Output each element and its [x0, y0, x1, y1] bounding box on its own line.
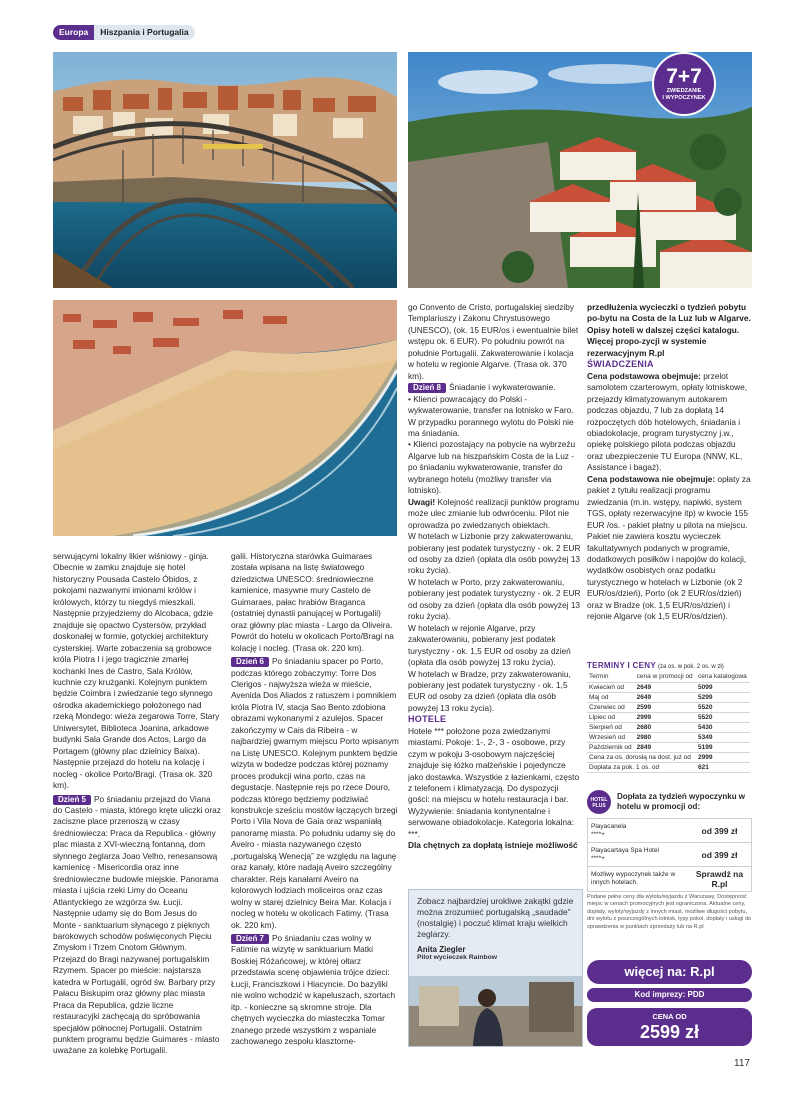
hotel-stars: ****+ [591, 854, 605, 862]
price-from-label: CENA OD [652, 1012, 687, 1021]
column-header: Termin [587, 672, 635, 682]
page-number: 117 [734, 1058, 750, 1069]
excludes-label: Cena podstawowa nie obejmuje: [587, 473, 716, 484]
extension-text: przedłużenia wycieczki o tydzień pobytu po-bytu na Costa de la Luz lub w Algarve. Opisy hoteli w dalszej części katalogu. Więcej propo-zycji w systemie rezerwacyjnym R.pl [587, 302, 751, 358]
catalog-price: 5520 [696, 702, 750, 712]
trip-code-badge: Kod imprezy: PDD [587, 988, 752, 1002]
trip-type-badge [652, 52, 716, 116]
term: Kwiecień od [587, 682, 635, 692]
promo-price: 2849 [635, 742, 696, 752]
upsell-item[interactable] [588, 843, 751, 867]
includes-text: przelot samolotem czarterowym, opłaty lotniskowe, przejazdy klimatyzowanym autokarem podczas objazdu, 7 lub za dopłatą 14 rozpoczętych dób hotelowych, śniadania i obiadokolacje, program turystyczny j.w., opiekę polskiego pilota podczas objazdu oraz ubezpieczenie TU Europa (NNW, KL, Assistance i bagaż). [587, 370, 748, 473]
term: Maj od [587, 692, 635, 702]
day-5-label: Dzień 5 [53, 795, 91, 805]
table-row[interactable] [587, 702, 750, 712]
extension-lead: Dla chętnych za dopłatą istnieje możliwość [408, 840, 578, 851]
day-6-label: Dzień 6 [231, 657, 269, 667]
extra-price: 621 [696, 762, 750, 772]
table-row[interactable] [587, 732, 750, 742]
table-row [587, 762, 750, 772]
hotel-price: od 399 zł [701, 849, 738, 860]
guide-quote-box [408, 889, 583, 1047]
check-rpl-link[interactable]: Sprawdź na R.pl [695, 869, 744, 889]
term: Lipiec od [587, 712, 635, 722]
tax-porto: W hotelach w Porto, przy zakwaterowaniu, pobierany jest podatek turystyczny - ok. 2 EUR od osoby za dzień (opłata dla osób powyżej 13 roku życia). [408, 576, 581, 622]
upsell-title: Dopłata za tydzień wypoczynku w hotelu w promocji od: [617, 792, 746, 811]
column-header: cena katalogowa [696, 672, 750, 682]
term: Październik od [587, 742, 635, 752]
upsell-item[interactable] [588, 819, 751, 843]
badge-title: 7+7 [666, 65, 702, 88]
notes-text: Kolejność realizacji punktów programu może ulec zmianie lub odwróceniu. Pilot nie oprowadza po zwiedzanych obiektach. [408, 496, 580, 530]
program-column-1 [53, 551, 221, 1057]
catalog-price: 5299 [696, 692, 750, 702]
extra-label: Cena za os. dorosłą na dost. już od [587, 752, 696, 762]
price-note: Podane pełne ceny dla wylotu/wyjazdu z Warszawy. Dostępność miejsc w cenach promocyjnych jest ograniczona. Aktualne ceny, dopłaty, wyloty/wyjazdy z innych miast, możliwe długości pobytu, dni wylotu z poszczególnych lotnisk, typy pokoi, dopłaty i usługi do sprawdzenia w punktach sprzedaży lub na R.pl [587, 894, 752, 930]
promo-price: 2649 [635, 682, 696, 692]
table-row[interactable] [587, 742, 750, 752]
includes-label: Cena podstawowa obejmuje: [587, 370, 701, 381]
price-from-value: 2599 zł [639, 1022, 700, 1042]
day-6-text: Po śniadaniu spacer po Porto, podczas którego zobaczymy: Torre Dos Clerigos - najwyższa wieża w mieście, Avenida Dos Aliados z ratuszem i pomnikiem króla Piotra IV, stacja Sao Bento zdobiona obrazami wykonanymi z azulejos. Spacer zakończymy w Cais da Ribeira - w najbardziej gwarnym miejscu Porto wpisanym na Listę UNESCO. Kolejnym punktem będzie wizyta w bodedze podczas której poznamy proces produkcji wina porto, czas na degustacje. Następnie rejs po rzece Douro, podczas którego będziemy podziwiać konstrukcje sześciu mostów łączących brzegi Porto i Vila Nova de Gaia oraz wspaniałą panoramę miasta. Po południu udamy się do Aveiro - miasta nazywanego często „portugalską Wenecją” ze względu na lagunę oraz kanały, które nadają Aveiro szczególny charakter. Rejs kanałami Aveiro na kolorowych łodziach moliceiros oraz czas wolny w starej dzielnicy Beira Mar. Kolacja i nocleg w hotelu w okolicach Fatimy. (Trasa ok. 220 km). [231, 656, 399, 930]
hotel-name: Playacanela [591, 822, 627, 830]
photo-porto-bridge [53, 52, 397, 288]
hotel-price: od 399 zł [701, 825, 738, 836]
quote-text: Zobacz najbardziej urokliwe zakątki gdzie można zrozumieć portugalską „saudade” (nostalgię) i poczuć klimat kraju wielkich żeglarzy. [417, 896, 574, 939]
hotels-text: Hotele *** położone poza zwiedzanymi miastami. Pokoje: 1-, 2-, 3 - osobowe, przy czym w pokoju 3-osobowym najczęściej znajduje się łóżko małżeńskie i pojedyncze jako dostawka. Wszystkie z łazienkami, często z telefonem i klimatyzacją. Do dyspozycji gości: na miejscu w hotelu restauracja i bar. Wyżywienie: śniadania kontynentalne i serwowane obiadokolacje. Kategoria lokalna: ***. [408, 725, 580, 839]
guide-photo [409, 976, 582, 1046]
promo-price: 2999 [635, 712, 696, 722]
excludes-text: opłaty za pakiet z tytułu realizacji programu zwiedzania (m.in. wstępy, napiwki, system TGS, opłaty rezerwacyjne itp) w kwocie 155 EUR /os. - pakiet płatny u pilota na miejscu. Pakiet nie zawiera kosztu wycieczek fakultatywnych podanych w programie, dodatkowych posiłków i napojów do kolacji, wydatków osobistych oraz podatku turystycznego w hotelach w Lizbonie (ok 2 EUR/os/dzień), Porto (ok 2 EUR/os/dzień) oraz w Bradze (ok. 1,5 EUR/os/dzień) i rejonie Algarve (ok 1,5 EUR/os/dzień). [587, 473, 751, 622]
table-row [587, 752, 750, 762]
table-row[interactable] [587, 692, 750, 702]
program-text: go Convento de Cristo, portugalskiej siedziby Templariuszy i Zakonu Chrystusowego (UNESCO), (ok. 15 EUR/os i ewentualnie bilet wstępu ok. 6 EUR). Po południu powrót na południe Portugalii. Zakwaterowanie i kolacja w hotelu w regionie Algarve. (Trasa ok. 370 km). [408, 302, 579, 381]
term: Wrzesień od [587, 732, 635, 742]
program-column-2 [231, 551, 399, 1047]
badge-line1: ZWIEDZANIE [666, 88, 702, 94]
day-7-label: Dzień 7 [231, 934, 269, 944]
services-heading: ŚWIADCZENIA [587, 359, 654, 370]
hotels-heading: HOTELE [408, 714, 447, 725]
table-row[interactable] [587, 712, 750, 722]
more-on-rpl-button[interactable]: więcej na: R.pl [587, 960, 752, 984]
column-header: cena w promocji od [635, 672, 696, 682]
promo-price: 2680 [635, 722, 696, 732]
breadcrumb-region[interactable]: Europa [53, 25, 94, 40]
tax-lisbon: W hotelach w Lizbonie przy zakwaterowaniu, pobierany jest podatek turystyczny - ok. 2 EUR od osoby za dzień (opłata dla osób powyżej 13 roku życia). [408, 531, 581, 576]
breadcrumb [53, 25, 195, 40]
term: Sierpień od [587, 722, 635, 732]
catalog-price: 5430 [696, 722, 750, 732]
table-row[interactable] [587, 682, 750, 692]
guide-name: Anita Ziegler [417, 945, 466, 954]
photo-nazare-beach [53, 300, 397, 536]
breadcrumb-destination[interactable]: Hiszpania i Portugalia [94, 25, 194, 40]
program-text: serwującymi lokalny likier wiśniowy - ginja. Obecnie w zamku znajduje się hotel historyczny Pousada Castelo Óbidos, z pokojami nazwanymi imionami królów i królowych, którzy tu niegdyś mieszkali. Następnie przyjedziemy do Alcobaca, gdzie znajduje się opactwo Cystersów, przykład doskonałej w formie, gotyckiej architektury cysterskiej. Warte zobaczenia są grobowce króla Piotra I i jego tragicznie zmarłej kochanki Ines de Castro, Sala Królów, kuchnie czy krużganki. Kolejnym punktem będzie Coimbra i zwiedzanie tego słynnego ośrodka akademickiego położonego nad rzeką Mondego: wieża zegarowa Torre, Stary Uniwersytet, Biblioteca Joanina, arkadowe budynki Sala Grande dos Actos, Largo da Portagem (główny plac dzielnicy Baixa). Następnie przejazd do hotelu na kolację i nocleg - okolice Porto/Bragi. (Trasa ok. 320 km). [53, 551, 220, 791]
table-row[interactable] [587, 722, 750, 732]
price-table-section [587, 661, 752, 773]
program-text: galii. Historyczna starówka Guimaraes została wpisana na listę światowego dziedzictwa UNESCO: średniowieczne kamienice, masywne mury Castelo de Guimaraes, pałac hrabiów Braganca (ostatniej dynastii panującej w Portugalii) oraz główny plac miasta - Largo da Oliveira. Powrót do hotelu w okolicach Porto/Bragi na kolację i nocleg. (Trasa ok. 220 km). [231, 551, 394, 653]
catalog-price: 5199 [696, 742, 750, 752]
day-5-text: Po śniadaniu przejazd do Viana do Castelo - miasta, którego kręte uliczki oraz zaciszne place przenoszą w czasy średniowiecza: Praca da Republica - główny plac miasta z XVI-wieczną fontanną, dom słynnego żeglarza Joao Velho, renesansową kamienicę - Misericordia oraz inne średniowieczne budowle miejskie. Panorama miasta i ujścia rzeki Limy do Oceanu Atlantyckiego ze wzgórza św. Łucji. Następnie udamy się do Bom Jesus do Monte - sanktuarium słynącego z pięknych barokowych schodów poświęconych Pięciu Zmysłom i Trzem Cnotom Głównym. Przejazd do Bragi nazywanej portugalskim Rzymem. Spacer po mieście: najstarsza katedra w Portugalii, ogród św. Barbary przy Pałacu Biskupim oraz główny plac miasta Praca da Republica, gdzie liczne restauracyjki zachęcają do spróbowania specjałów północnej Portugalii. Ostatnim punktem programu będzie Guimares - miasto uważane za kolebkę Portugalii. [53, 793, 221, 1056]
day-8-text: Śniadanie i wykwaterowanie. [449, 382, 556, 393]
guide-role: Pilot wycieczek Rainbow [417, 954, 498, 961]
price-from-badge[interactable] [587, 1008, 752, 1046]
extra-label: Dopłata za pok. 1 os. od [587, 762, 696, 772]
term: Czerwiec od [587, 702, 635, 712]
promo-price: 2980 [635, 732, 696, 742]
promo-price: 2599 [635, 702, 696, 712]
services-column [587, 302, 752, 623]
catalog-price: 5349 [696, 732, 750, 742]
day-7-text: Po śniadaniu czas wolny w Fatimie na wizytę w sanktuarium Matki Boskiej Różańcowej, w której ołtarz przedstawia scenę objawienia trójce dzieci: Łucji, Franciszkowi i Hiacyncie. Do bazyliki nie wolno wchodzić w kapeluszach, szortach itp. - konieczne są skromne stroje. Dla chętnych wycieczka do miasteczka Tomar znanego przede wszystkim z wspaniale zachowanego zespołu klasztorne- [231, 932, 396, 1047]
price-table-subtitle: (za os. w pok. 2 os. w zł) [658, 664, 724, 670]
hotel-plus-upsell [587, 790, 752, 892]
price-table [587, 672, 750, 773]
hotel-name: Playacartaya Spa Hotel [591, 846, 659, 854]
promo-price: 2649 [635, 692, 696, 702]
hotel-name: Możliwy wypoczynek także w innych hotelach. [591, 871, 676, 886]
hotel-stars: ****+ [591, 830, 605, 838]
tax-algarve: W hotelach w rejonie Algarve, przy zakwaterowaniu, pobierany jest podatek turystyczny - ok. 1,5 EUR od osoby za dzień (opłata dla osób powyżej 13 roku życia). [408, 622, 571, 668]
program-column-3 [408, 302, 581, 852]
extra-price: 2999 [696, 752, 750, 762]
catalog-price: 5520 [696, 712, 750, 722]
upsell-item[interactable] [588, 867, 751, 891]
notes-label: Uwagi! [408, 496, 436, 507]
badge-line2: I WYPOCZYNEK [662, 95, 706, 101]
day-8-option-1: • Klienci powracający do Polski - wykwaterowanie, transfer na lotnisko w Faro. W przypadku porannego wylotu do Polski nie ma śniadania. [408, 393, 574, 438]
tax-braga: W hotelach w Bradze, przy zakwaterowaniu, pobierany jest podatek turystyczny - ok. 1,5 EUR od osoby za dzień (opłata dla osób powyżej 13 roku życia). [408, 668, 571, 713]
price-table-title: TERMINY I CENY [587, 661, 656, 670]
hotel-plus-icon: HOTEL PLUS [587, 790, 611, 814]
day-8-option-2: • Klienci pozostający na pobycie na wybrzeżu Algarve lub na hiszpańskim Costa de la Luz - po śniadaniu wykwaterowanie, transfer do wybranego hotelu (możliwy transfer via lotnisko). [408, 439, 576, 496]
upsell-list [587, 818, 752, 892]
day-8-label: Dzień 8 [408, 383, 446, 393]
catalog-price: 5099 [696, 682, 750, 692]
